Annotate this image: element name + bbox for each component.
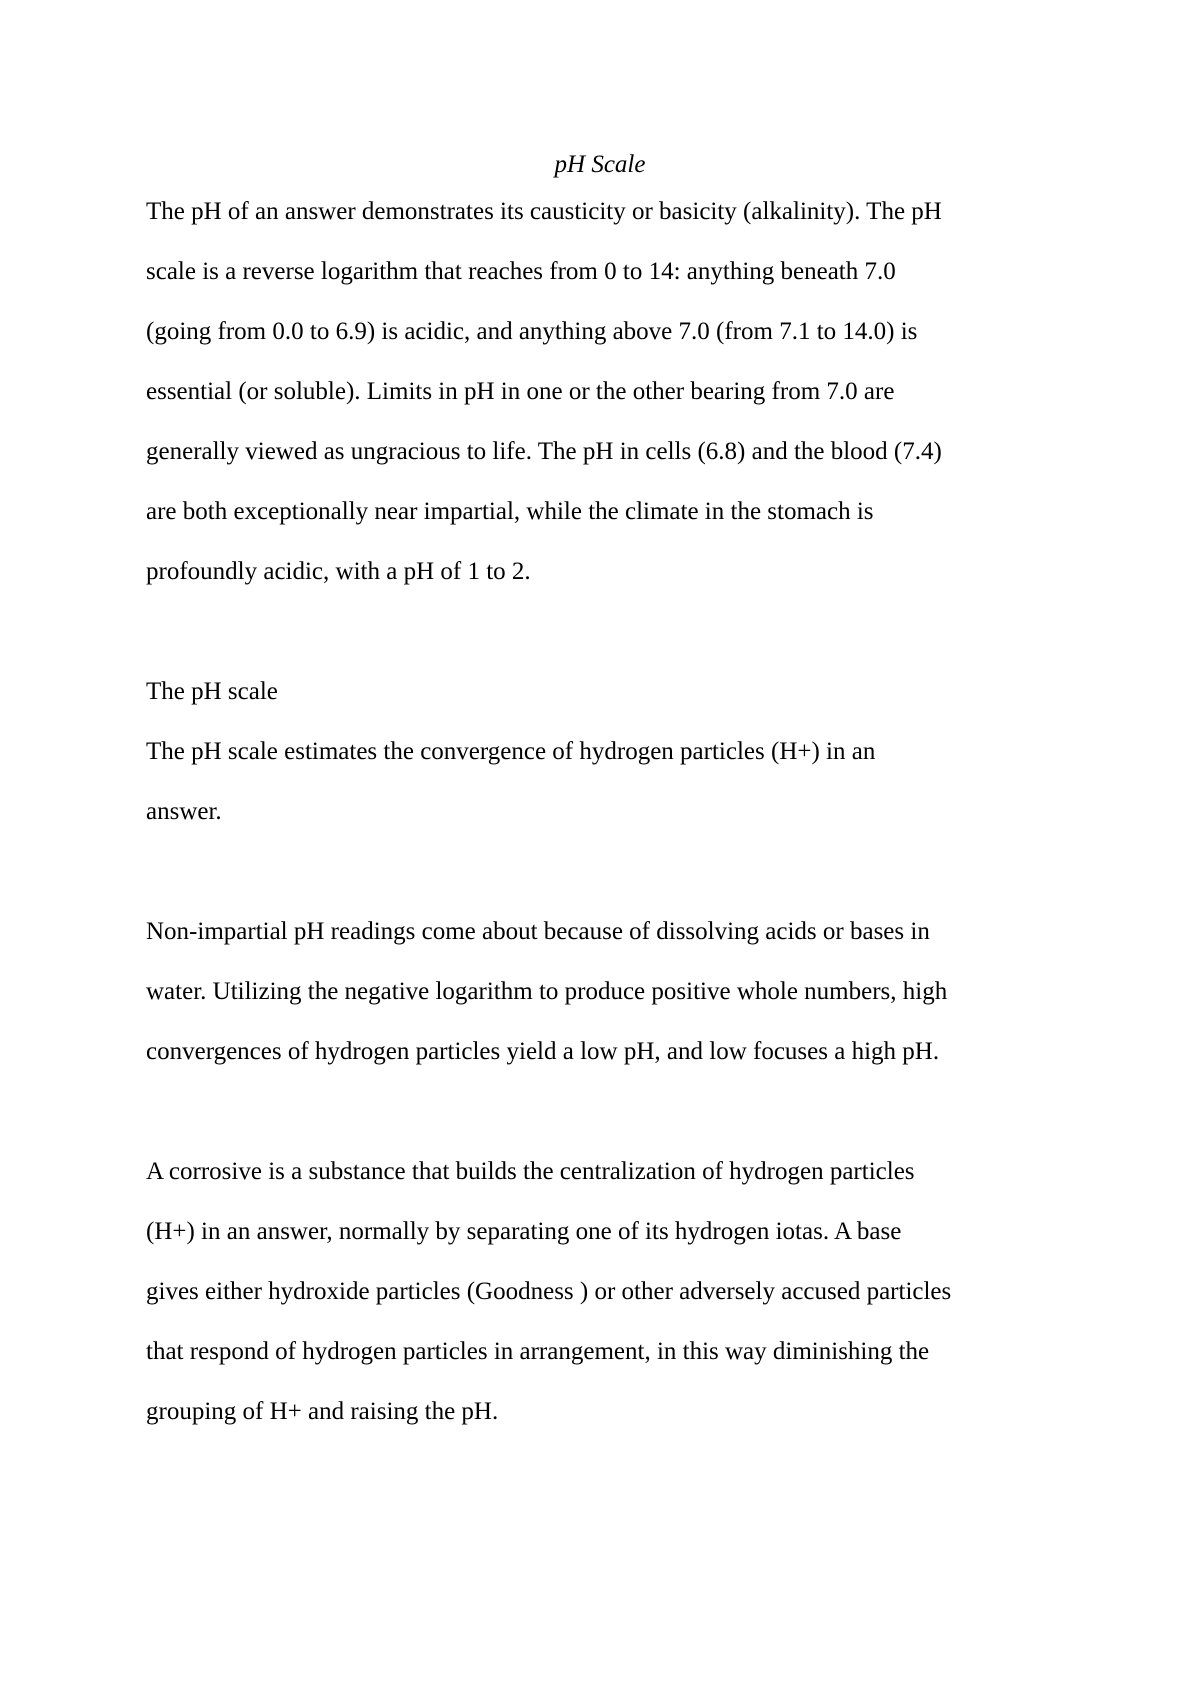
- text-line: essential (or soluble). Limits in pH in one or the other bearing from 7.0 are: [146, 378, 895, 405]
- section-heading: The pH scale: [146, 678, 278, 705]
- text-line: The pH of an answer demonstrates its causticity or basicity (alkalinity). The pH: [146, 198, 942, 225]
- text-line: (going from 0.0 to 6.9) is acidic, and anything above 7.0 (from 7.1 to 14.0) is: [146, 318, 918, 345]
- text-line: The pH scale estimates the convergence of hydrogen particles (H+) in an: [146, 738, 876, 765]
- text-line: generally viewed as ungracious to life. The pH in cells (6.8) and the blood (7.4): [146, 438, 942, 465]
- text-line: profoundly acidic, with a pH of 1 to 2.: [146, 558, 531, 585]
- text-line: answer.: [146, 798, 222, 825]
- text-line: A corrosive is a substance that builds the centralization of hydrogen particles: [146, 1158, 915, 1185]
- text-line: gives either hydroxide particles (Goodness ) or other adversely accused particles: [146, 1278, 952, 1305]
- text-line: Non-impartial pH readings come about because of dissolving acids or bases in: [146, 918, 930, 945]
- text-line: grouping of H+ and raising the pH.: [146, 1398, 499, 1425]
- text-line: convergences of hydrogen particles yield a low pH, and low focuses a high pH.: [146, 1038, 940, 1065]
- document-title: pH Scale: [554, 151, 646, 178]
- text-line: are both exceptionally near impartial, while the climate in the stomach is: [146, 498, 874, 525]
- text-line: water. Utilizing the negative logarithm to produce positive whole numbers, high: [146, 978, 948, 1005]
- text-line: scale is a reverse logarithm that reaches from 0 to 14: anything beneath 7.0: [146, 258, 896, 285]
- text-line: (H+) in an answer, normally by separating one of its hydrogen iotas. A base: [146, 1218, 902, 1245]
- text-line: that respond of hydrogen particles in arrangement, in this way diminishing the: [146, 1338, 930, 1365]
